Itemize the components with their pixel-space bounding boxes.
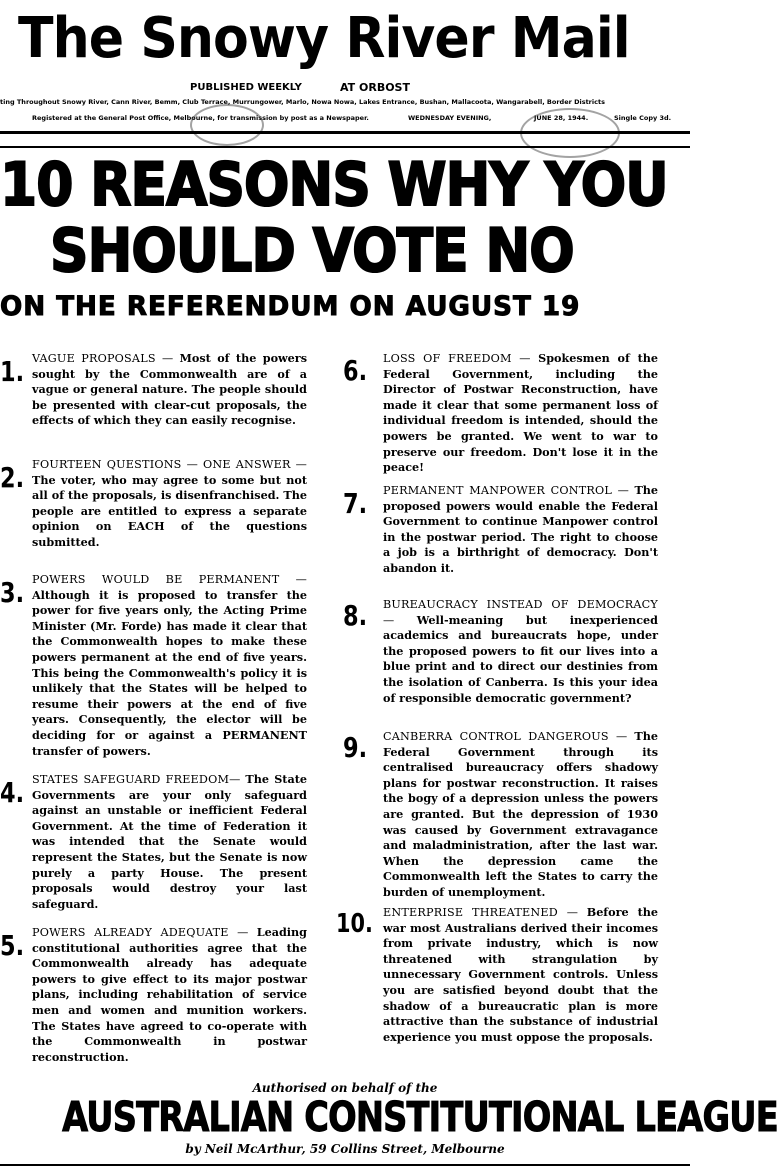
reason-number: 6. — [343, 354, 368, 387]
issue-day: WEDNESDAY EVENING, — [408, 114, 492, 122]
reason-item — [383, 729, 658, 901]
headline-line-2: SHOULD VOTE NO — [50, 216, 574, 286]
price: Single Copy 3d. — [614, 114, 672, 122]
reason-title: ENTERPRISE THREATENED — — [383, 906, 579, 919]
reason-body: The proposed powers would enable the Federal Government to continue Manpower control in the postwar period. The right to choose a job is a birthright of democracy. Don't abandon it. — [383, 483, 659, 575]
reason-item — [383, 597, 658, 706]
postmark-stamp-left — [190, 104, 264, 146]
reason-title: CANBERRA CONTROL DANGEROUS — — [383, 730, 628, 743]
reason-title: VAGUE PROPOSALS — — [32, 352, 174, 365]
league-name: AUSTRALIAN CONSTITUTIONAL LEAGUE — [62, 1093, 778, 1141]
reason-body: The voter, who may agree to some but not all of the proposals, is disenfranchised. The people are entitled to express a separate opinion on EACH of the questions submitted. — [32, 472, 307, 549]
published-weekly: PUBLISHED WEEKLY — [190, 82, 302, 93]
reason-item — [383, 351, 658, 476]
reason-number: 2. — [0, 461, 25, 494]
reason-number: 7. — [343, 487, 368, 520]
authorised-line: Authorised on behalf of the — [252, 1081, 438, 1095]
reason-item — [32, 351, 307, 429]
publication-place: AT ORBOST — [340, 81, 410, 94]
printer-line: by Neil McArthur, 59 Collins Street, Melbourne — [185, 1142, 505, 1156]
masthead-rule-lower — [0, 146, 690, 148]
reason-title: PERMANENT MANPOWER CONTROL — — [383, 484, 630, 497]
reason-body: Spokesmen of the Federal Government, including the Director of Postwar Reconstruction, have made it clear that some permanent loss of individual freedom is intended, should the powers be granted. We went to war to preserve our freedom. Don't lose it in the peace! — [383, 351, 658, 475]
reason-title: BUREAUCRACY INSTEAD OF DEMOCRACY — — [383, 598, 658, 627]
reason-body: Leading constitutional authorities agree that the Commonwealth already has adequate powers to give effect to its major postwar plans, including rehabilitation of service men and women and munition workers. The States have agreed to co-operate with the Commonwealth in postwar reconstruction. — [32, 925, 307, 1064]
reason-item — [32, 772, 307, 912]
reason-item — [383, 905, 658, 1045]
reason-number: 8. — [343, 599, 368, 632]
reason-number: 4. — [0, 776, 25, 809]
reason-number: 1. — [0, 355, 25, 388]
reason-title: POWERS WOULD BE PERMANENT — — [32, 573, 307, 586]
bottom-rule — [0, 1164, 690, 1166]
reason-title: STATES SAFEGUARD FREEDOM— — [32, 773, 241, 786]
reason-number: 5. — [0, 929, 25, 962]
reason-body: The Federal Government through its centralised bureaucracy offers shadowy plans for postwar reconstruction. It raises the bogy of a depression unless the powers are granted. But the depression of 1930 was caused by Government extravagance and maladministration, after the last war. When the depression came the Commonwealth left the States to carry the burden of unemployment. — [383, 729, 658, 899]
reason-title: POWERS ALREADY ADEQUATE — — [32, 926, 249, 939]
reason-body: Well-meaning but inexperienced academics and bureaucrats hope, under the proposed powers to fit our lives into a blue print and to direct our destinies from the isolation of Canberra. Is this your idea of responsible democratic government? — [383, 612, 658, 705]
reason-body: The State Governments are your only safeguard against an unstable or inefficient Federal Government. At the time of Federation it was intended that the Senate would represent the States, but the Senate is now purely a party House. The present proposals would destroy your last safeguard. — [32, 772, 307, 911]
reason-body: Most of the powers sought by the Commonwealth are of a vague or general nature. The people should be presented with clear-cut proposals, the effects of which they can easily recognise. — [32, 351, 307, 428]
circulation-line: ting Throughout Snowy River, Cann River, Bemm, Club Terrace, Murrungower, Marlo, Nowa Nowa, Lakes Entrance, Bushan, Mallacoota, Wangarabell, Border Districts — [0, 98, 605, 106]
reason-title: LOSS OF FREEDOM — — [383, 352, 531, 365]
reason-number: 3. — [0, 576, 25, 609]
headline-line-1: 10 REASONS WHY YOU — [0, 150, 668, 220]
reason-item — [32, 572, 307, 759]
headline-subhead: ON THE REFERENDUM ON AUGUST 19 — [0, 291, 581, 322]
masthead-rule — [0, 131, 690, 134]
reason-title: FOURTEEN QUESTIONS — ONE ANSWER — — [32, 458, 307, 471]
reason-number: 10. — [336, 909, 373, 939]
issue-date: JUNE 28, 1944. — [534, 114, 589, 122]
reason-body: Before the war most Australians derived their incomes from private industry, which is now threatened with strangulation by unnecessary Government controls. Unless you are satisfied beyond doubt that the shadow of a bureaucratic plan is more attractive than the substance of industrial experience you must oppose the proposals. — [383, 905, 658, 1044]
masthead-title: The Snowy River Mail — [18, 6, 630, 71]
registration-notice: Registered at the General Post Office, Melbourne, for transmission by post as a Newspaper. — [32, 114, 369, 122]
reason-item — [383, 483, 658, 577]
reason-number: 9. — [343, 731, 368, 764]
reason-item — [32, 457, 307, 551]
reason-body: Although it is proposed to transfer the power for five years only, the Acting Prime Minister (Mr. Forde) has made it clear that the Commonwealth hopes to make these powers permanent at the end of five years. This being the Commonwealth's policy it is unlikely that the States will be helped to resume their powers at the end of five years. Consequently, the elector will be deciding for or against a PERMANENT transfer of powers. — [32, 587, 307, 758]
reason-item — [32, 925, 307, 1065]
